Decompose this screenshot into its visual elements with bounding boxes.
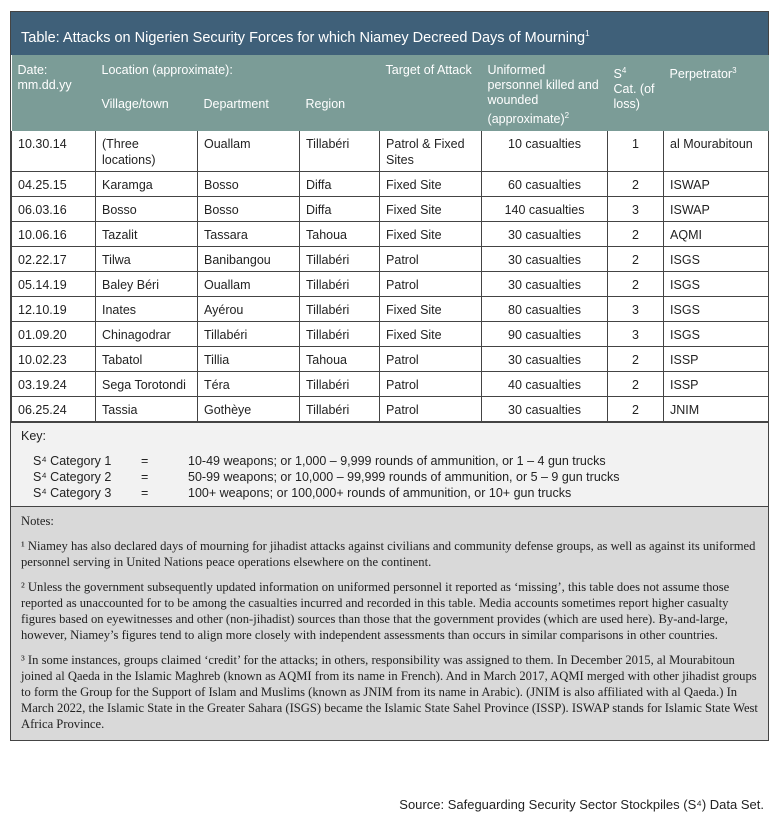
cell-category: 2 bbox=[608, 397, 664, 422]
cell-region: Tillabéri bbox=[300, 397, 380, 422]
key-eq: = bbox=[141, 486, 149, 501]
cell-department: Gothèye bbox=[198, 397, 300, 422]
cell-village: Chinagodrar bbox=[96, 322, 198, 347]
cell-department: Ouallam bbox=[198, 272, 300, 297]
cat-text: Cat. (of loss) bbox=[613, 82, 655, 112]
table-row bbox=[12, 397, 769, 422]
header-perpetrator bbox=[664, 55, 769, 131]
cell-category: 3 bbox=[608, 322, 664, 347]
cell-date: 06.25.24 bbox=[12, 397, 96, 422]
cell-category: 2 bbox=[608, 272, 664, 297]
cell-department: Téra bbox=[198, 372, 300, 397]
cell-village: Inates bbox=[96, 297, 198, 322]
key-name: S⁴ Category 2 bbox=[33, 470, 112, 485]
cell-department: Tillabéri bbox=[198, 322, 300, 347]
cell-perpetrator: ISGS bbox=[664, 322, 769, 347]
mourning-table-figure bbox=[10, 11, 769, 741]
table-body bbox=[12, 131, 769, 422]
title-footnote: 1 bbox=[585, 29, 590, 38]
note-item: ³ In some instances, groups claimed ‘credit’ for the attacks; in others, responsibility was assigned to them. In December 2015, al Mourabitoun joined al Qaeda in the Islamic Maghreb (known as AQMI from its name in French). And in March 2017, AQMI merged with other jihadist groups to form the Group for the Support of Islam and Muslims (known as JNIM from its name in Arabic). (JNIM is also affiliated with al Qaeda.) In March 2022, the Islamic State in the Greater Sahara (ISGS) became the Islamic State Sahel Province (ISSP). ISWAP stands for Islamic State West Africa Province. bbox=[21, 653, 758, 732]
cell-casualties: 30 casualties bbox=[482, 397, 608, 422]
key-name: S⁴ Category 1 bbox=[33, 454, 112, 469]
cell-village: Tassia bbox=[96, 397, 198, 422]
cell-department: Tassara bbox=[198, 222, 300, 247]
cell-village: Tilwa bbox=[96, 247, 198, 272]
table-row bbox=[12, 322, 769, 347]
note-item: ² Unless the government subsequently updated information on uniformed personnel it reported as ‘missing’, this table does not assume those reported as unaccounted for to be among the casualties incurred and recorded in this table. Media accounts sometimes report higher casualty figures based on eyewitnesses and other (non-jihadist) sources than those that the government provides (which are used here). By-and-large, however, Niamey’s figures tend to align more closely with independent assessments than occurs in similar comparisons in other countries. bbox=[21, 580, 730, 643]
source-line: Source: Safeguarding Security Sector Stockpiles (S⁴) Data Set. bbox=[399, 797, 764, 812]
key-eq: = bbox=[141, 454, 149, 469]
cell-category: 2 bbox=[608, 347, 664, 372]
cell-category: 2 bbox=[608, 372, 664, 397]
cell-date: 06.03.16 bbox=[12, 197, 96, 222]
cell-date: 12.10.19 bbox=[12, 297, 96, 322]
cell-village: Tabatol bbox=[96, 347, 198, 372]
table-row bbox=[12, 222, 769, 247]
cell-department: Banibangou bbox=[198, 247, 300, 272]
table-row bbox=[12, 197, 769, 222]
cell-perpetrator: ISGS bbox=[664, 247, 769, 272]
title-text: Table: Attacks on Nigerien Security Forces for which Niamey Decreed Days of Mourning bbox=[21, 29, 586, 46]
cell-target: Fixed Site bbox=[380, 297, 482, 322]
cell-perpetrator: JNIM bbox=[664, 397, 769, 422]
cell-perpetrator: ISSP bbox=[664, 372, 769, 397]
header-date: Date: mm.dd.yy bbox=[12, 55, 96, 131]
cell-region: Tahoua bbox=[300, 222, 380, 247]
cell-target: Patrol bbox=[380, 247, 482, 272]
cell-region: Tillabéri bbox=[300, 322, 380, 347]
cell-region: Tillabéri bbox=[300, 131, 380, 172]
cell-category: 2 bbox=[608, 247, 664, 272]
cell-village: Sega Torotondi bbox=[96, 372, 198, 397]
cell-department: Ayérou bbox=[198, 297, 300, 322]
notes-label: Notes: bbox=[21, 514, 54, 529]
cell-region: Diffa bbox=[300, 172, 380, 197]
note-item: ¹ Niamey has also declared days of mourning for jihadist attacks against civilians and community defense groups, as well as against its uniformed personnel serving in United Nations peace operations elsewhere on the continent. bbox=[21, 539, 756, 570]
cell-village: Karamga bbox=[96, 172, 198, 197]
cell-casualties: 40 casualties bbox=[482, 372, 608, 397]
cell-region: Tillabéri bbox=[300, 272, 380, 297]
key-item bbox=[33, 469, 758, 485]
cell-region: Tillabéri bbox=[300, 247, 380, 272]
key-desc: 10-49 weapons; or 1,000 – 9,999 rounds of ammunition, or 1 – 4 gun trucks bbox=[188, 454, 606, 469]
cell-perpetrator: al Mourabitoun bbox=[664, 131, 769, 172]
cell-department: Bosso bbox=[198, 172, 300, 197]
header-region: Region bbox=[300, 87, 380, 131]
cat-sup: 4 bbox=[621, 66, 627, 75]
cell-village: Baley Béri bbox=[96, 272, 198, 297]
cell-department: Bosso bbox=[198, 197, 300, 222]
cell-perpetrator: AQMI bbox=[664, 222, 769, 247]
cell-village: Bosso bbox=[96, 197, 198, 222]
cell-casualties: 30 casualties bbox=[482, 272, 608, 297]
cell-target: Fixed Site bbox=[380, 322, 482, 347]
cell-region: Diffa bbox=[300, 197, 380, 222]
table-row bbox=[12, 172, 769, 197]
cell-category: 3 bbox=[608, 297, 664, 322]
header-casualties-text: Uniformed personnel killed and wounded (approximate) bbox=[487, 63, 599, 127]
cell-region: Tillabéri bbox=[300, 372, 380, 397]
footnote-2: 2 bbox=[564, 111, 570, 120]
cell-department: Tillia bbox=[198, 347, 300, 372]
cell-casualties: 30 casualties bbox=[482, 247, 608, 272]
cell-village: (Three locations) bbox=[96, 131, 198, 172]
attacks-table bbox=[11, 55, 769, 422]
cell-target: Fixed Site bbox=[380, 172, 482, 197]
cell-perpetrator: ISWAP bbox=[664, 197, 769, 222]
cell-date: 10.02.23 bbox=[12, 347, 96, 372]
cell-perpetrator: ISSP bbox=[664, 347, 769, 372]
table-title bbox=[11, 12, 768, 55]
header-casualties bbox=[482, 55, 608, 131]
cell-target: Fixed Site bbox=[380, 197, 482, 222]
cell-date: 01.09.20 bbox=[12, 322, 96, 347]
cell-date: 10.30.14 bbox=[12, 131, 96, 172]
table-row bbox=[12, 347, 769, 372]
cell-target: Fixed Site bbox=[380, 222, 482, 247]
key-eq: = bbox=[141, 470, 149, 485]
key-desc: 100+ weapons; or 100,000+ rounds of ammunition, or 10+ gun trucks bbox=[188, 486, 572, 501]
header-target: Target of Attack bbox=[380, 55, 482, 131]
cell-category: 2 bbox=[608, 222, 664, 247]
cell-region: Tillabéri bbox=[300, 297, 380, 322]
cell-casualties: 80 casualties bbox=[482, 297, 608, 322]
table-row bbox=[12, 131, 769, 172]
cell-casualties: 60 casualties bbox=[482, 172, 608, 197]
cell-village: Tazalit bbox=[96, 222, 198, 247]
key-label: Key: bbox=[21, 429, 47, 444]
cell-date: 10.06.16 bbox=[12, 222, 96, 247]
cell-perpetrator: ISGS bbox=[664, 272, 769, 297]
header-department: Department bbox=[198, 87, 300, 131]
header-category bbox=[608, 55, 664, 131]
table-row bbox=[12, 372, 769, 397]
key-item bbox=[33, 485, 758, 501]
cell-target: Patrol bbox=[380, 397, 482, 422]
header-location: Location (approximate): bbox=[96, 55, 380, 87]
header-village: Village/town bbox=[96, 87, 198, 131]
cell-casualties: 30 casualties bbox=[482, 222, 608, 247]
cell-target: Patrol bbox=[380, 272, 482, 297]
cell-category: 3 bbox=[608, 197, 664, 222]
cell-target: Patrol & Fixed Sites bbox=[380, 131, 482, 172]
cell-department: Ouallam bbox=[198, 131, 300, 172]
footnote-3: 3 bbox=[732, 66, 737, 75]
cell-casualties: 90 casualties bbox=[482, 322, 608, 347]
key-name: S⁴ Category 3 bbox=[33, 486, 112, 501]
cell-date: 04.25.15 bbox=[12, 172, 96, 197]
cell-casualties: 10 casualties bbox=[482, 131, 608, 172]
table-header bbox=[12, 55, 769, 131]
cell-casualties: 140 casualties bbox=[482, 197, 608, 222]
cell-casualties: 30 casualties bbox=[482, 347, 608, 372]
cell-category: 2 bbox=[608, 172, 664, 197]
cell-date: 05.14.19 bbox=[12, 272, 96, 297]
table-row bbox=[12, 297, 769, 322]
cell-target: Patrol bbox=[380, 372, 482, 397]
cat-s: S bbox=[613, 67, 622, 82]
perp-text: Perpetrator bbox=[669, 67, 733, 82]
cell-region: Tahoua bbox=[300, 347, 380, 372]
table-row bbox=[12, 272, 769, 297]
cell-date: 03.19.24 bbox=[12, 372, 96, 397]
key-section bbox=[11, 422, 768, 506]
cell-date: 02.22.17 bbox=[12, 247, 96, 272]
cell-perpetrator: ISWAP bbox=[664, 172, 769, 197]
notes-section bbox=[11, 506, 768, 740]
key-desc: 50-99 weapons; or 10,000 – 99,999 rounds of ammunition, or 5 – 9 gun trucks bbox=[188, 470, 620, 485]
cell-perpetrator: ISGS bbox=[664, 297, 769, 322]
key-item bbox=[33, 453, 758, 469]
table-row bbox=[12, 247, 769, 272]
cell-category: 1 bbox=[608, 131, 664, 172]
cell-target: Patrol bbox=[380, 347, 482, 372]
